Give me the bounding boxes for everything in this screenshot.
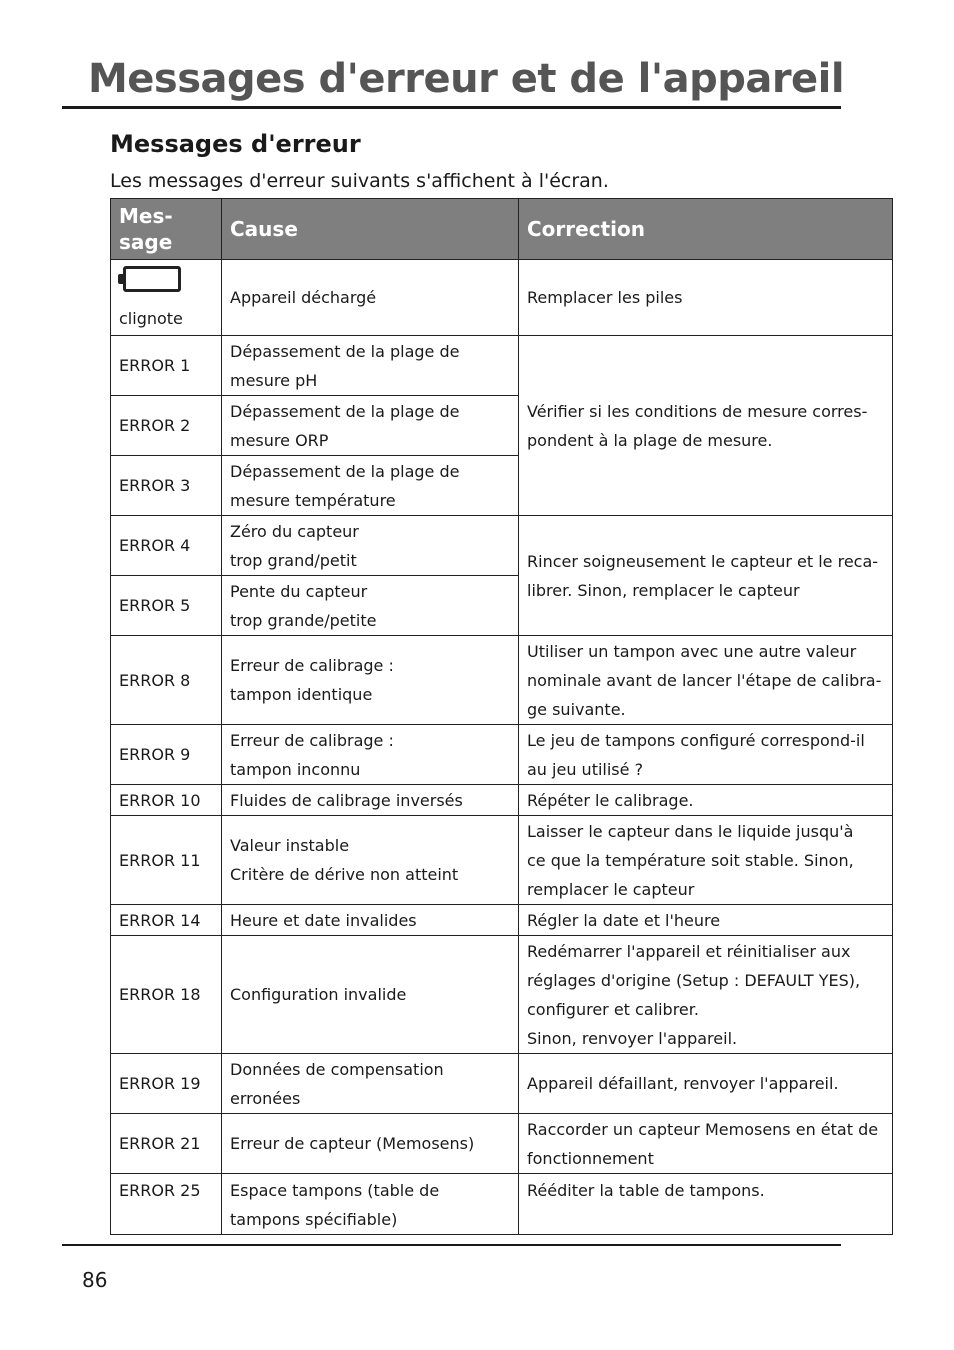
cause-cell: Fluides de calibrage inversés [222, 785, 519, 816]
correction-cell: Rééditer la table de tampons. [519, 1174, 893, 1235]
cause-cell: Configuration invalide [222, 936, 519, 1054]
error-messages-table [110, 198, 893, 1235]
correction-cell-merged: Vérifier si les conditions de mesure corres- pondent à la plage de mesure. [519, 336, 893, 516]
header-message-line-2: sage [119, 230, 173, 254]
table-row [111, 905, 893, 936]
correction-cell: Laisser le capteur dans le liquide jusqu'à ce que la température soit stable. Sinon, remplacer le capteur [519, 816, 893, 905]
cause-cell: Erreur de calibrage : tampon inconnu [222, 725, 519, 785]
cause-cell: Erreur de capteur (Memosens) [222, 1114, 519, 1174]
correction-cell: Régler la date et l'heure [519, 905, 893, 936]
table-row [111, 260, 893, 336]
correction-cell: Répéter le calibrage. [519, 785, 893, 816]
correction-cell: Utiliser un tampon avec une autre valeur nominale avant de lancer l'étape de calibra- ge suivante. [519, 636, 893, 725]
correction-cell: Appareil défaillant, renvoyer l'appareil. [519, 1054, 893, 1114]
table-row [111, 725, 893, 785]
message-cell: ERROR 3 [111, 456, 222, 516]
message-cell: ERROR 18 [111, 936, 222, 1054]
message-cell: ERROR 11 [111, 816, 222, 905]
header-message [111, 199, 222, 260]
message-cell: ERROR 8 [111, 636, 222, 725]
intro-text: Les messages d'erreur suivants s'affichent à l'écran. [110, 170, 609, 192]
correction-cell: Raccorder un capteur Memosens en état de fonctionnement [519, 1114, 893, 1174]
cause-cell: Dépassement de la plage de mesure pH [222, 336, 519, 396]
cause-cell: Données de compensation erronées [222, 1054, 519, 1114]
table-row [111, 1174, 893, 1235]
table-row [111, 1114, 893, 1174]
table-row [111, 636, 893, 725]
cause-cell: Pente du capteur trop grande/petite [222, 576, 519, 636]
header-message-line-1: Mes- [119, 204, 173, 228]
title-divider [62, 106, 841, 109]
section-title: Messages d'erreur [110, 130, 361, 158]
message-cell: ERROR 4 [111, 516, 222, 576]
table-header-row [111, 199, 893, 260]
cause-cell: Dépassement de la plage de mesure température [222, 456, 519, 516]
correction-cell: Le jeu de tampons configuré correspond-il au jeu utilisé ? [519, 725, 893, 785]
footer-divider [62, 1244, 841, 1246]
message-text: clignote [119, 309, 183, 328]
table-row [111, 936, 893, 1054]
cause-cell: Zéro du capteur trop grand/petit [222, 516, 519, 576]
header-correction: Correction [519, 199, 893, 260]
table-row [111, 336, 893, 396]
message-cell: ERROR 14 [111, 905, 222, 936]
page-number: 86 [82, 1268, 108, 1292]
message-cell: ERROR 1 [111, 336, 222, 396]
message-cell: ERROR 2 [111, 396, 222, 456]
table-row [111, 785, 893, 816]
cause-cell: Erreur de calibrage : tampon identique [222, 636, 519, 725]
cause-cell: Valeur instable Critère de dérive non atteint [222, 816, 519, 905]
cause-cell: Heure et date invalides [222, 905, 519, 936]
message-cell: ERROR 25 [111, 1174, 222, 1235]
cause-cell: Dépassement de la plage de mesure ORP [222, 396, 519, 456]
correction-cell: Redémarrer l'appareil et réinitialiser aux réglages d'origine (Setup : DEFAULT YES), configurer et calibrer. Sinon, renvoyer l'appareil. [519, 936, 893, 1054]
correction-cell-merged: Rincer soigneusement le capteur et le reca- librer. Sinon, remplacer le capteur [519, 516, 893, 636]
table-row [111, 516, 893, 576]
battery-empty-icon [123, 266, 181, 292]
message-cell: ERROR 21 [111, 1114, 222, 1174]
message-cell: ERROR 9 [111, 725, 222, 785]
correction-cell: Remplacer les piles [519, 260, 893, 336]
message-cell [111, 260, 222, 336]
message-cell: ERROR 19 [111, 1054, 222, 1114]
page-title: Messages d'erreur et de l'appareil [88, 56, 845, 102]
cause-cell: Espace tampons (table de tampons spécifiable) [222, 1174, 519, 1235]
message-cell: ERROR 5 [111, 576, 222, 636]
table-row [111, 1054, 893, 1114]
table-row [111, 816, 893, 905]
message-cell: ERROR 10 [111, 785, 222, 816]
header-cause: Cause [222, 199, 519, 260]
cause-cell: Appareil déchargé [222, 260, 519, 336]
